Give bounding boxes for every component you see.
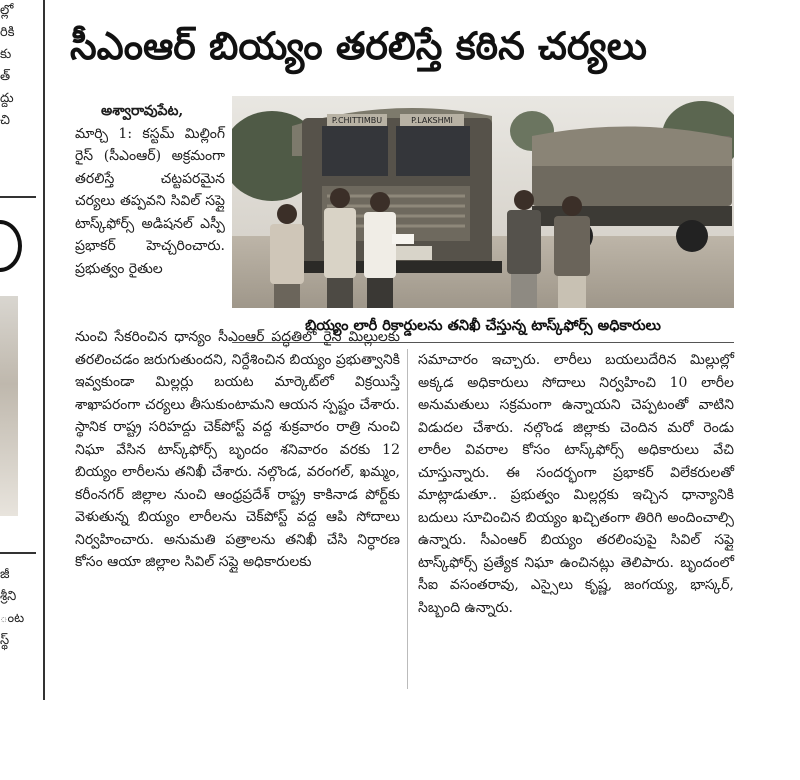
fragment-text: చి bbox=[0, 113, 10, 128]
article-body-column-1: నుంచి సేకరించిన ధాన్యం సీఎంఆర్ పద్ధతిలో రైస్ మిల్లులకు తరలించడం జరుగుతుందని, నిర్దేశించిన బియ్యం ప్రభుత్వానికి ఇవ్వకుండా మిల్లర్లు బయట మార్కెట్‌లో విక్రయిస్తే శాఖాపరంగా చర్యలు తీసుకుంటామని ఆయన స్పష్టం చేశారు. స్థానిక రాష్ట్ర సరిహద్దు చెక్‌పోస్ట్ వద్ద శుక్రవారం రాత్రి నుంచి నిఘా వేసిన టాస్క్‌ఫోర్స్ బృందం శనివారం వరకు 12 బియ్యం లారీలను తనిఖీ చేశారు. నల్గొండ, వరంగల్, ఖమ్మం, కరీంనగర్ జిల్లాల నుంచి ఆంధ్రప్రదేశ్ రాష్ట్ర కాకినాడ పోర్ట్‌కు వెళుతున్న బియ్యం లారీలను చెక్‌పోస్ట్ వద్ద ఆపి సోదాలు నిర్వహించారు. అనుమతి పత్రాలను తనిఖీ చేసి నిర్ధారణ కోసం ఆయా జిల్లాల సివిల్ సప్లై అధికారులకు bbox=[75, 329, 400, 570]
article-headline: సీఎంఆర్ బియ్యం తరలిస్తే కఠిన చర్యలు bbox=[70, 24, 647, 68]
truck-name-plate: P.CHITTIMBU bbox=[331, 116, 383, 125]
fragment-text: త్ bbox=[0, 69, 11, 84]
column-divider bbox=[407, 349, 408, 689]
fragment-text: కు bbox=[0, 47, 12, 62]
intro-text: మార్చి 1: కస్టమ్ మిల్లింగ్ రైస్ (సీఎంఆర్) అక్రమంగా తరలిస్తే చట్టపరమైన చర్యలు తప్పవని సివిల్ సప్లై టాస్క్‌ఫోర్స్ అడిషనల్ ఎస్పీ ప్రభాకర్ హెచ్చరించారు. ప్రభుత్వం రైతుల bbox=[75, 125, 225, 277]
fragment-text: జీ bbox=[0, 567, 10, 582]
article-photo bbox=[232, 96, 734, 308]
neighbor-photo-fragment bbox=[0, 296, 18, 516]
divider bbox=[0, 196, 36, 198]
fragment-text: శ్రీని bbox=[0, 589, 17, 604]
column-rule bbox=[43, 0, 45, 700]
article-intro bbox=[75, 100, 225, 280]
decorative-ring bbox=[0, 220, 22, 272]
truck-name-plate: P.LAKSHMI bbox=[411, 116, 453, 125]
fragment-text: ద్దు bbox=[0, 91, 14, 106]
neighbor-column-fragment bbox=[0, 0, 36, 700]
truck-inspection-photo bbox=[232, 96, 734, 308]
fragment-text: రికి bbox=[0, 25, 15, 40]
dateline: అశ్వారావుపేట, bbox=[101, 103, 184, 119]
fragment-text: ంట bbox=[0, 611, 25, 626]
article-body-column-2: సమాచారం ఇచ్చారు. లారీలు బయలుదేరిన మిల్లుల్లో అక్కడ అధికారులు సోదాలు నిర్వహించి 10 లారీల అనుమతులు సక్రమంగా ఉన్నాయని చెప్పటంతో వాటిని విడుదల చేశారు. నల్గొండ జిల్లాకు చెందిన మరో రెండు లారీల వివరాల కోసం టాస్క్‌ఫోర్స్ అధికారులు వేచి చూస్తున్నారు. ఈ సందర్భంగా ప్రభాకర్ విలేకరులతో మాట్లాడుతూ.. ప్రభుత్వం మిల్లర్లకు ఇచ్చిన ధాన్యానికి బదులు సూచించిన బియ్యం ఖచ్చితంగా తిరిగి అందించాల్సి ఉన్నారు. సీఎంఆర్ బియ్యం తరలింపుపై సివిల్ సప్లై టాస్క్‌ఫోర్స్ ప్రత్యేక నిఘా ఉంచినట్లు తెలిపారు. బృందంలో సీఐ వసంతరావు, ఎస్సైలు కృష్ణ, జంగయ్య, భాస్కర్, సిబ్బంది ఉన్నారు. bbox=[418, 352, 734, 616]
fragment-text: స్థ్ bbox=[0, 633, 10, 648]
divider bbox=[0, 552, 36, 554]
photo-caption: బియ్యం లారీ రికార్డులను తనిఖీ చేస్తున్న టాస్క్‌ఫోర్స్ అధికారులు bbox=[305, 318, 661, 334]
fragment-text: ల్లో bbox=[0, 3, 14, 18]
